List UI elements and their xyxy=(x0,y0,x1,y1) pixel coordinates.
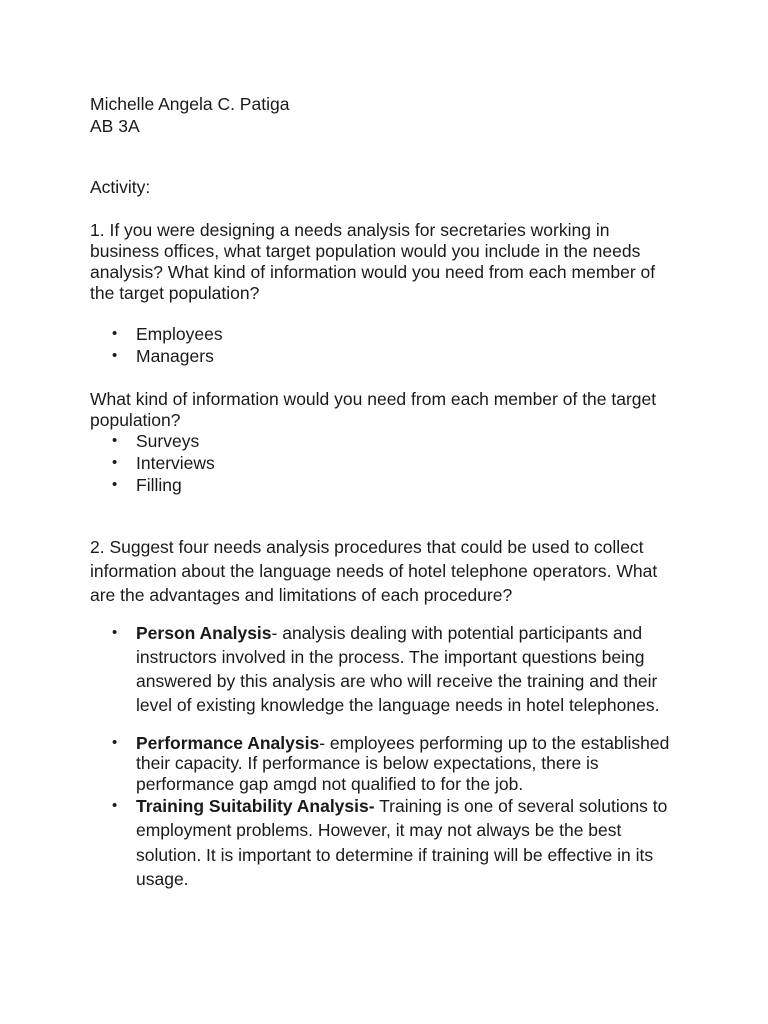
q1-line: the target population? xyxy=(90,283,260,303)
bullet-icon: • xyxy=(112,734,118,751)
bullet-icon: • xyxy=(112,797,118,814)
procedure-line: performance gap amgd not qualified to for the job. xyxy=(136,774,524,794)
q2-line: are the advantages and limitations of each procedure? xyxy=(90,585,513,605)
method-item: Surveys xyxy=(136,431,200,451)
procedure-line: usage. xyxy=(136,869,189,889)
student-name: Michelle Angela C. Patiga xyxy=(90,94,290,114)
procedure-first-line xyxy=(136,795,667,817)
procedure-first-line xyxy=(136,622,642,644)
q1-followup-line: population? xyxy=(90,410,181,430)
procedure-line: their capacity. If performance is below expectations, there is xyxy=(136,753,599,773)
procedure-term: Performance Analysis xyxy=(136,733,320,753)
procedure-line: instructors involved in the process. The important questions being xyxy=(136,647,645,667)
procedure-line: answered by this analysis are who will receive the training and their xyxy=(136,671,658,691)
population-item: Employees xyxy=(136,324,223,344)
q1-followup-line: What kind of information would you need from each member of the target xyxy=(90,389,657,409)
procedure-term: Training Suitability Analysis- xyxy=(136,796,375,816)
bullet-icon: • xyxy=(112,325,118,342)
procedure-line: level of existing knowledge the language needs in hotel telephones. xyxy=(136,695,660,715)
q2-line: information about the language needs of hotel telephone operators. What xyxy=(90,561,658,581)
procedure-text: - employees performing up to the established xyxy=(319,733,670,753)
bullet-icon: • xyxy=(112,454,118,471)
procedure-first-line xyxy=(136,732,669,754)
student-section: AB 3A xyxy=(90,116,140,136)
bullet-icon: • xyxy=(112,624,118,641)
bullet-icon: • xyxy=(112,476,118,493)
procedure-line: solution. It is important to determine if training will be effective in its xyxy=(136,845,654,865)
bullet-icon: • xyxy=(112,347,118,364)
procedure-term: Person Analysis xyxy=(136,623,272,643)
population-item: Managers xyxy=(136,346,214,366)
bullet-icon: • xyxy=(112,432,118,449)
activity-label: Activity: xyxy=(90,177,151,197)
procedure-text: Training is one of several solutions to xyxy=(374,796,668,816)
procedure-text: - analysis dealing with potential participants and xyxy=(271,623,643,643)
q1-line: 1. If you were designing a needs analysis for secretaries working in xyxy=(90,220,610,240)
procedure-line: employment problems. However, it may not always be the best xyxy=(136,820,622,840)
q1-line: business offices, what target population would you include in the needs xyxy=(90,241,641,261)
q2-line: 2. Suggest four needs analysis procedures that could be used to collect xyxy=(90,537,644,557)
method-item: Filling xyxy=(136,475,182,495)
q1-line: analysis? What kind of information would you need from each member of xyxy=(90,262,656,282)
method-item: Interviews xyxy=(136,453,215,473)
